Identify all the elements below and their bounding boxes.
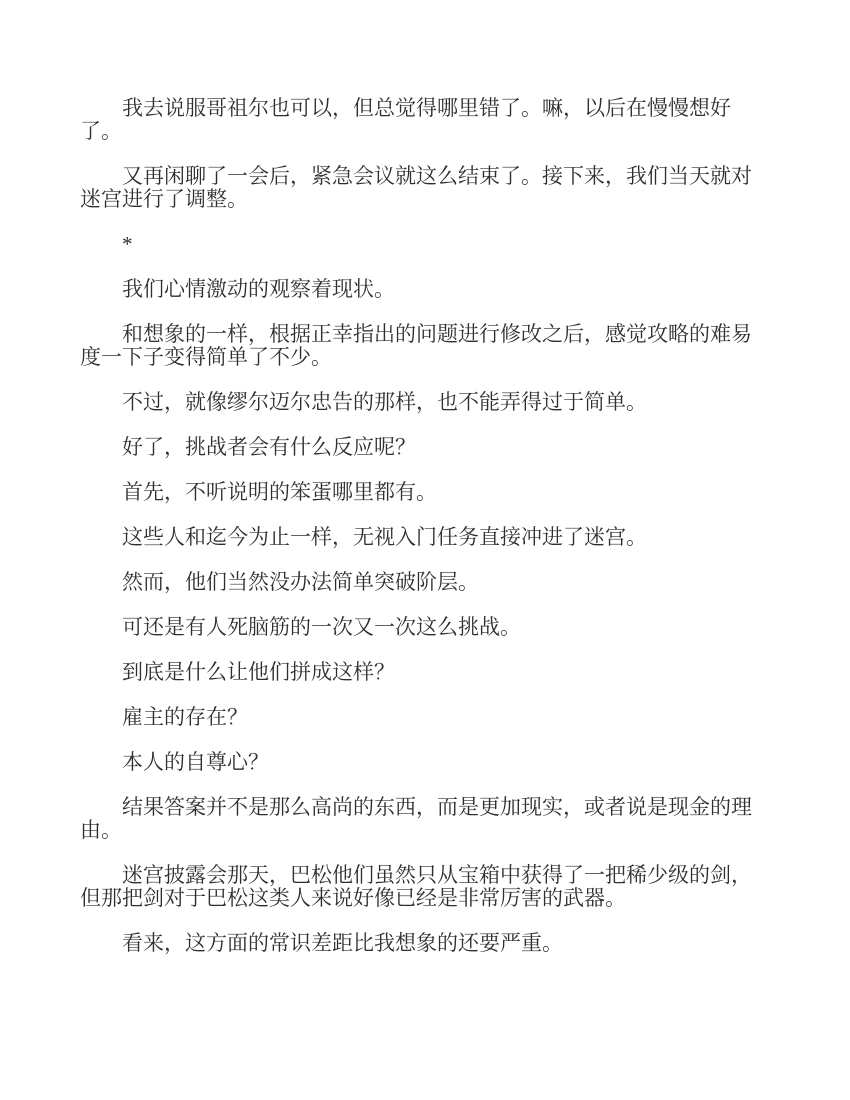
paragraph: 不过，就像缪尔迈尔忠告的那样，也不能弄得过于简单。 bbox=[122, 390, 647, 414]
paragraph: 我去说服哥祖尔也可以，但总觉得哪里错了。嘛，以后在慢慢想好了。 bbox=[80, 96, 731, 143]
paragraph: 迷宫披露会那天，巴松他们虽然只从宝箱中获得了一把稀少级的剑，但那把剑对于巴松这类人来说好像已经是非常厉害的武器。 bbox=[80, 863, 752, 910]
paragraph: 我们心情激动的观察着现状。 bbox=[122, 277, 395, 301]
paragraph: 好了，挑战者会有什么反应呢？ bbox=[122, 435, 416, 459]
paragraph: 到底是什么让他们拼成这样？ bbox=[122, 660, 395, 684]
section-separator: * bbox=[122, 232, 133, 256]
paragraph: 本人的自尊心？ bbox=[122, 750, 269, 774]
paragraph: 雇主的存在？ bbox=[122, 705, 248, 729]
paragraph: 可还是有人死脑筋的一次又一次这么挑战。 bbox=[122, 615, 521, 639]
paragraph: 结果答案并不是那么高尚的东西，而是更加现实，或者说是现金的理由。 bbox=[80, 795, 752, 842]
paragraph: 看来，这方面的常识差距比我想象的还要严重。 bbox=[122, 931, 563, 955]
paragraph: 和想象的一样，根据正幸指出的问题进行修改之后，感觉攻略的难易度一下子变得简单了不少。 bbox=[80, 322, 752, 369]
paragraph: 这些人和迄今为止一样，无视入门任务直接冲进了迷宫。 bbox=[122, 525, 647, 549]
paragraph: 首先，不听说明的笨蛋哪里都有。 bbox=[122, 480, 437, 504]
paragraph: 又再闲聊了一会后，紧急会议就这么结束了。接下来，我们当天就对迷宫进行了调整。 bbox=[80, 164, 752, 211]
paragraph: 然而，他们当然没办法简单突破阶层。 bbox=[122, 570, 479, 594]
